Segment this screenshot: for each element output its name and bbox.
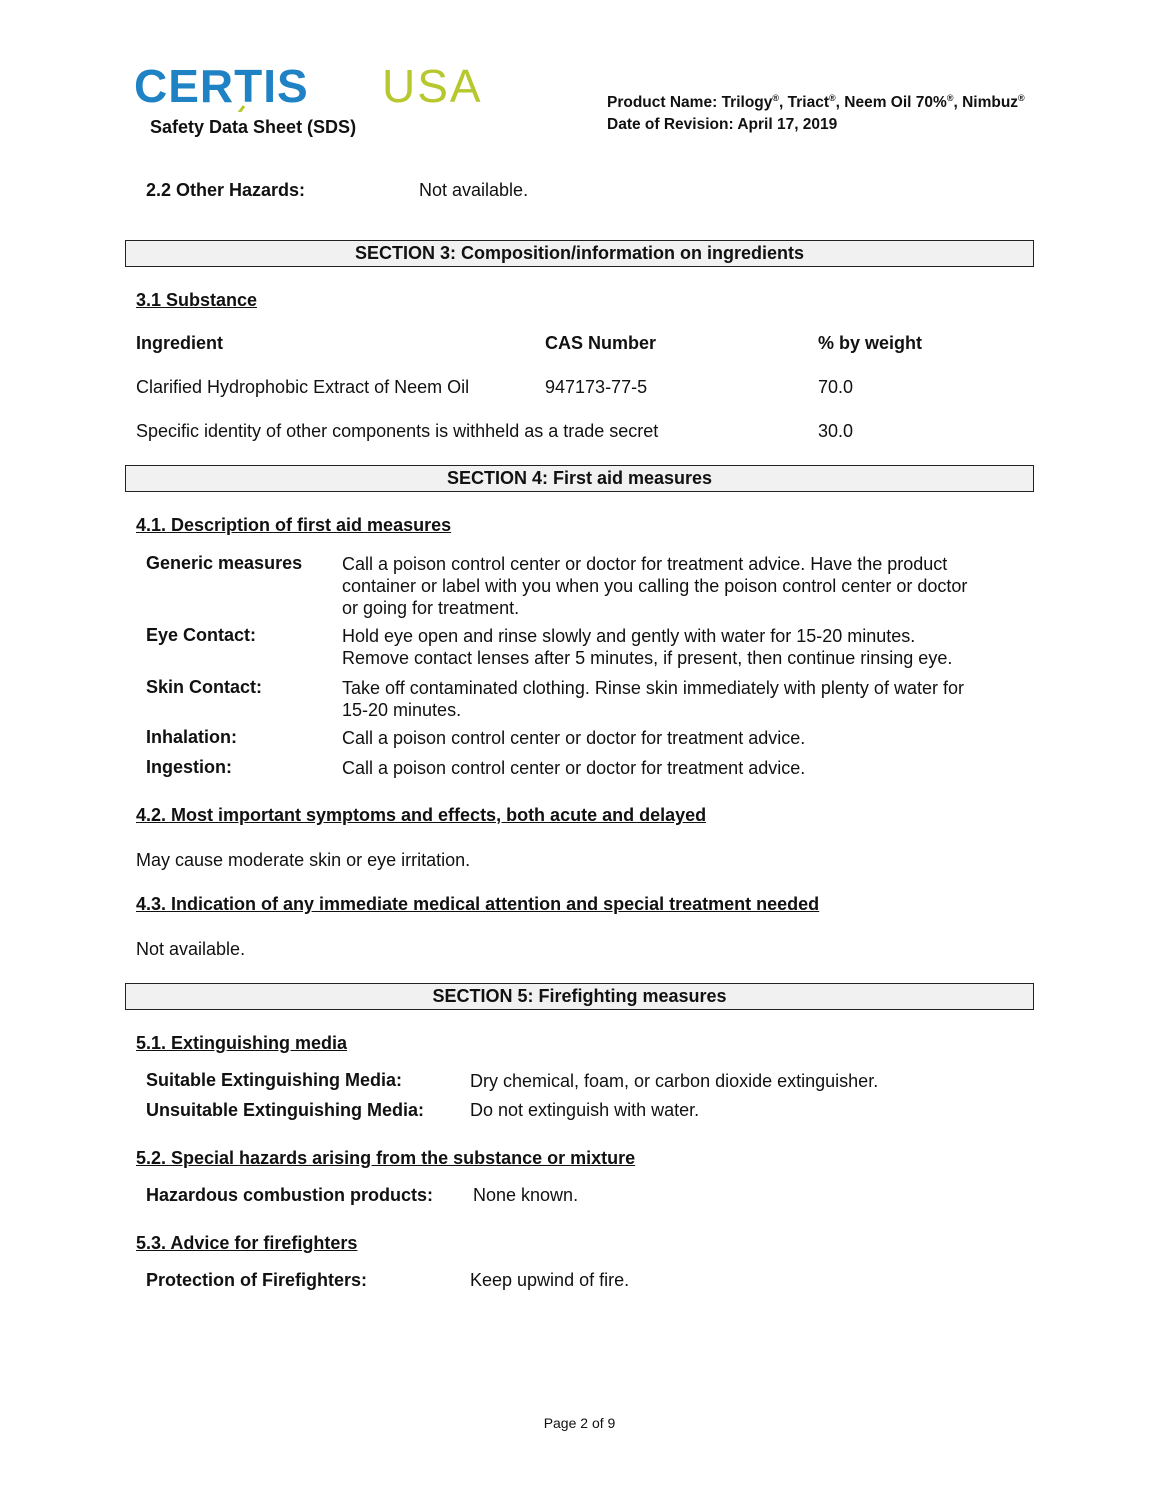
product-separator: , <box>953 94 963 111</box>
first-aid-label-skin: Skin Contact: <box>146 677 263 697</box>
logo-graphic <box>134 62 524 112</box>
text-line: Take off contaminated clothing. Rinse skin immediately with plenty of water for <box>342 678 964 698</box>
first-aid-text-skin <box>342 677 1022 721</box>
text-line: or going for treatment. <box>342 598 520 618</box>
unsuitable-media-label: Unsuitable Extinguishing Media: <box>146 1100 425 1120</box>
ingredient-name: Specific identity of other components is withheld as a trade secret <box>136 421 659 441</box>
logo-text-usa: USA <box>382 62 483 112</box>
section-4-3-text: Not available. <box>136 939 246 959</box>
first-aid-label-ingestion: Ingestion: <box>146 757 232 777</box>
section-5-header: SECTION 5: Firefighting measures <box>125 983 1034 1010</box>
document-type-label: Safety Data Sheet (SDS) <box>150 117 357 137</box>
section-4-2-text: May cause moderate skin or eye irritation. <box>136 850 471 870</box>
ingredient-cas: 947173-77-5 <box>545 377 648 397</box>
firefighter-protection-value: Keep upwind of fire. <box>470 1270 630 1290</box>
product-1: Trilogy <box>721 94 773 111</box>
ingredient-name: Clarified Hydrophobic Extract of Neem Oil <box>136 377 470 397</box>
first-aid-label-inhalation: Inhalation: <box>146 727 237 747</box>
section-5-2-title: 5.2. Special hazards arising from the substance or mixture <box>136 1148 636 1168</box>
section-5-1-title: 5.1. Extinguishing media <box>136 1033 348 1053</box>
other-hazards-label: 2.2 Other Hazards: <box>146 180 306 200</box>
first-aid-label-generic: Generic measures <box>146 553 303 573</box>
first-aid-text-generic <box>342 553 1022 619</box>
section-4-3-title: 4.3. Indication of any immediate medical attention and special treatment needed <box>136 894 820 914</box>
text-line: Call a poison control center or doctor for treatment advice. <box>342 758 806 778</box>
product-4: Nimbuz <box>962 94 1019 111</box>
revision-date: Date of Revision: April 17, 2019 <box>607 116 838 133</box>
section-4-2-title: 4.2. Most important symptoms and effects, both acute and delayed <box>136 805 707 825</box>
first-aid-label-eye: Eye Contact: <box>146 625 257 645</box>
column-header-ingredient: Ingredient <box>136 333 224 353</box>
text-line: Call a poison control center or doctor for treatment advice. Have the product <box>342 554 948 574</box>
text-line: container or label with you when you calling the poison control center or doctor <box>342 576 968 596</box>
product-2: Triact <box>787 94 830 111</box>
product-name <box>607 94 1025 112</box>
section-4-header: SECTION 4: First aid measures <box>125 465 1034 492</box>
unsuitable-media-value: Do not extinguish with water. <box>470 1100 700 1120</box>
ingredient-weight: 30.0 <box>818 421 854 441</box>
other-hazards-value: Not available. <box>419 180 529 200</box>
product-name-prefix: Product Name: <box>607 94 722 111</box>
section-3-1-title: 3.1 Substance <box>136 290 258 310</box>
suitable-media-value: Dry chemical, foam, or carbon dioxide extinguisher. <box>470 1071 879 1091</box>
registered-mark: ® <box>772 92 780 103</box>
first-aid-text-eye <box>342 625 1022 669</box>
registered-mark: ® <box>1018 92 1025 103</box>
registered-mark: ® <box>829 92 836 103</box>
combustion-products-label: Hazardous combustion products: <box>146 1185 434 1205</box>
text-line: Remove contact lenses after 5 minutes, if present, then continue rinsing eye. <box>342 648 953 668</box>
registered-mark: ® <box>946 92 954 103</box>
column-header-weight: % by weight <box>818 333 923 353</box>
section-4-1-title: 4.1. Description of first aid measures <box>136 515 452 535</box>
column-header-cas: CAS Number <box>545 333 657 353</box>
product-separator: , <box>835 94 845 111</box>
first-aid-text-ingestion <box>342 757 1022 779</box>
section-3-header: SECTION 3: Composition/information on ingredients <box>125 240 1034 267</box>
product-separator: , <box>779 94 788 111</box>
text-line: Call a poison control center or doctor for treatment advice. <box>342 728 806 748</box>
suitable-media-label: Suitable Extinguishing Media: <box>146 1070 403 1090</box>
page-number: Page 2 of 9 <box>543 1415 616 1431</box>
section-5-3-title: 5.3. Advice for firefighters <box>136 1233 358 1253</box>
combustion-products-value: None known. <box>473 1185 579 1205</box>
certis-usa-logo <box>134 62 524 112</box>
firefighter-protection-label: Protection of Firefighters: <box>146 1270 368 1290</box>
text-line: Hold eye open and rinse slowly and gently with water for 15-20 minutes. <box>342 626 916 646</box>
ingredient-weight: 70.0 <box>818 377 854 397</box>
text-line: 15-20 minutes. <box>342 700 462 720</box>
first-aid-text-inhalation <box>342 727 1022 749</box>
logo-text-certis: CERTIS <box>134 62 309 112</box>
product-3: Neem Oil 70% <box>844 94 947 111</box>
